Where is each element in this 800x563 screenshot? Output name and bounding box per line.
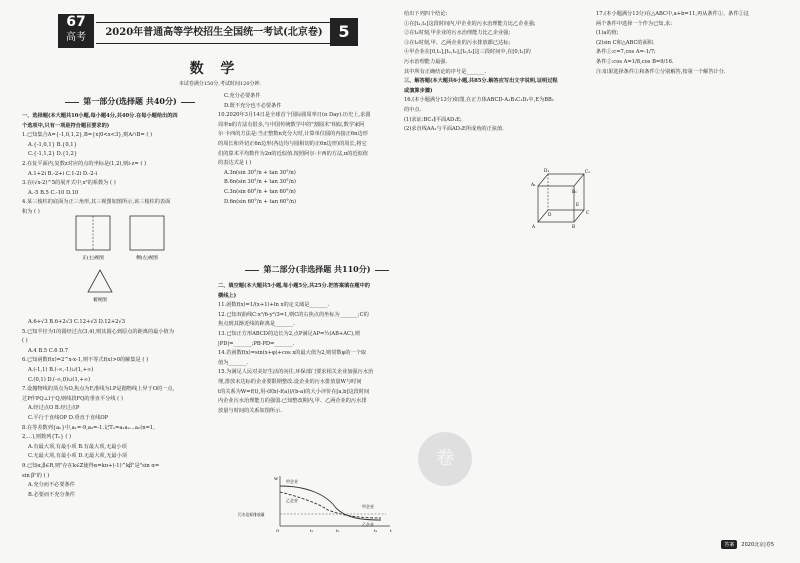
svg-text:D₁: D₁ <box>544 168 550 173</box>
jia-curve <box>280 486 381 520</box>
text-line: B.必要而不充分条件 <box>28 491 75 498</box>
part2-heading: 第二部分(非选择题 共110分) <box>222 264 412 275</box>
text-line: 17.(本小题满分13分)在△ABC中,a+b=11,再从条件①、条件②这 <box>596 11 749 17</box>
exam-note: 本试卷满分150分,考试时间120分钟. <box>178 81 262 87</box>
text-line: |PD|=_______;PB·PD=_______. <box>218 340 295 347</box>
text-line: (2)sin C和△ABC的面积. <box>596 39 655 46</box>
text-line: 污水治理能力最强. <box>404 58 448 65</box>
footer-tag: 答案 <box>721 540 737 549</box>
text-line: 周率π的方法有很多,与中国传统数学中的"割圆术"相似,数学家阿 <box>218 121 365 128</box>
text-line: 条件②:cos A=1/8,cos B=9/16. <box>596 58 674 65</box>
text-line: A.4 B.5 C.6 D.7 <box>28 347 69 354</box>
text-line: D.6n(sin 60°/n + tan 60°/n) <box>224 198 297 205</box>
text-line: 6.已知函数f(x)=2^x-x-1,则不等式f(x)>0的解集是 ( ) <box>22 357 149 364</box>
text-line: C.(0,1) D.(-∞,0)∪(1,+∞) <box>28 376 91 383</box>
text-line: A.1+2i B.-2+i C.1-2i D.-2-i <box>28 170 98 177</box>
text-line: 15.为满足人民对美好生活的向往,环保部门要求相关企业加强污水治 <box>218 369 374 376</box>
text-line: C.3n(sin 60°/n + tan 60°/n) <box>224 188 296 195</box>
text-line: 条件①:c=7,cos A=-1/7; <box>596 49 656 56</box>
column-2-continued <box>218 282 414 416</box>
text-line: A.经过点O B.经过点P <box>28 405 80 412</box>
text-line: A.{-1,0,1} B.{0,1} <box>28 141 77 148</box>
volume-number: 5 <box>330 18 358 46</box>
text-line: 放量与时间的关系如图所示. <box>218 407 282 414</box>
text-line: 一、选择题(本大题共10小题,每小题4分,共40分.在每小题给出的四 <box>22 113 178 119</box>
text-line: 给出下列四个结论: <box>404 11 448 17</box>
yi-label: 乙企业 <box>286 498 298 503</box>
text-line: 3.在(√x-2)^5的展开式中,x²的系数为 ( ) <box>22 180 116 187</box>
text-line: 8.在等差数列{aₙ}中,a₁=-9,a₅=-1.记Tₙ=a₁a₂…aₙ(n=1, <box>22 424 155 431</box>
text-line: 内企业污水治理能力的强弱.已知整改期内,甲、乙两企业的污水排 <box>218 398 367 405</box>
text-line: A.3n(sin 30°/n + tan 30°/n) <box>224 169 296 176</box>
side-view-shape <box>130 216 164 250</box>
three-view-figure <box>70 212 170 312</box>
text-line: B.6n(sin 30°/n + tan 30°/n) <box>224 179 296 186</box>
text-line: 13.已知正方形ABCD的边长为2,点P满足AP=½(AB+AC),则 <box>218 330 360 337</box>
svg-text:t₃: t₃ <box>374 528 378 533</box>
logo-number: 67 <box>66 14 86 30</box>
svg-text:乙企业: 乙企业 <box>362 522 374 527</box>
text-line: 值为_______. <box>218 359 249 366</box>
text-line: 2,…),则数列{Tₙ} ( ) <box>22 434 72 441</box>
text-line: 16.(本小题满分13分)如图,在正方体ABCD-A₁B₁C₁D₁中,E为BB₁ <box>404 97 554 104</box>
text-line: 横线上) <box>218 292 237 299</box>
page-footer <box>721 540 774 549</box>
text-line: 二、填空题(本大题共5小题,每小题5分,共25分.把答案填在题中的 <box>218 283 370 289</box>
text-line: 个选项中,只有一项是符合题目要求的) <box>22 122 110 129</box>
text-line: A.6+√3 B.6+2√3 C.12+√3 D.12+2√3 <box>28 319 126 325</box>
text-line: 们的算术平均数作为2π的近似值.按照阿尔·卡西的方法,π的近似值 <box>218 150 368 157</box>
column-1 <box>22 112 222 218</box>
cube-base <box>538 210 584 222</box>
text-line: 14.若函数f(x)=sin(x+φ)+cos x的最大值为2,则常数φ的一个取 <box>218 350 367 357</box>
text-line: 两个条件中选择一个作为已知,求: <box>596 20 673 27</box>
svg-text:t: t <box>390 528 392 533</box>
svg-text:B₁: B₁ <box>572 189 577 194</box>
svg-text:O: O <box>276 528 280 533</box>
text-line: t的关系为W=f(t),用-(f(b)-f(a))/(b-a)的大小评价在[a,b]这段时间 <box>218 388 370 395</box>
text-line: 4.某三棱柱的底面为正三角形,其三视图如图所示,该三棱柱的表面 <box>22 199 171 206</box>
text-line: 过P作PQ⊥l于Q,则线段FQ的垂直平分线 ( ) <box>22 395 123 402</box>
text-line: C.{-1,1,2} D.{1,2} <box>28 151 78 158</box>
text-line: ③在t₃时刻,甲、乙两企业的污水排放都已达标; <box>404 39 511 46</box>
footer-text: 2020北京|卷5 <box>741 542 774 548</box>
text-line: ①在[t₁,t₂]这段时间内,甲企业的污水治理能力比乙企业强; <box>404 20 536 27</box>
text-line: 9.已知α,β∈R,则"存在k∈Z使得α=kπ+(-1)^kβ"是"sin α= <box>22 462 160 469</box>
pollution-graph <box>238 474 396 534</box>
text-line: (1)求证:BC₁∥平面AD₁E; <box>404 116 462 123</box>
text-line: (2)求直线AA₁与平面AD₁E所成角的正弦值. <box>404 126 504 133</box>
svg-text:t₂: t₂ <box>336 528 340 533</box>
text-line: 2.在复平面内,复数z对应的点的坐标是(1,2),则i·z= ( ) <box>22 160 147 167</box>
text-line: sin β"的 ( ) <box>22 472 50 479</box>
text-line: 1.已知集合A={-1,0,1,2},B={x|0<x<3},则A∩B= ( ) <box>22 132 153 139</box>
text-line: 10.2020年3月14日是全球首个国际圆周率日(π Day).历史上,求圆 <box>218 112 371 119</box>
text-line: 注:如果选择条件①和条件②分别解答,按第一个解答计分. <box>596 68 726 75</box>
watermark: 卷 <box>418 432 472 486</box>
cube-top <box>538 174 584 186</box>
column-1-continued <box>22 318 222 500</box>
text-line: 的表达式是 ( ) <box>218 160 252 167</box>
text-line: A.充分而不必要条件 <box>28 482 75 489</box>
cube-figure <box>528 164 596 232</box>
text-line: 5.已知半径为1的圆经过点(3,4),则其圆心到原点的距离的最小值为 <box>22 328 174 335</box>
svg-text:C: C <box>586 210 590 215</box>
front-view-label: 正(主)视图 <box>82 256 104 261</box>
top-view-shape <box>88 270 112 292</box>
text-line: 7.设抛物线的顶点为O,焦点为F,准线为l.P是抛物线上异于O的一点, <box>22 386 175 393</box>
svg-text:B: B <box>572 224 576 229</box>
text-line: ( ) <box>22 338 28 345</box>
svg-text:A: A <box>532 224 536 229</box>
text-line: A.(-1,1) B.(-∞,-1)∪(1,+∞) <box>28 366 94 373</box>
logo-text: 高考 <box>66 32 86 43</box>
text-line: ②在t₂时刻,甲企业的污水治理能力比乙企业强; <box>404 30 511 37</box>
text-line: C.平行于直线OP D.垂直于直线OP <box>28 414 109 421</box>
text-line: C.充分必要条件 <box>224 93 261 99</box>
text-line: ④甲企业在[0,t₁],[t₁,t₂],[t₂,t₃]这三段时间中,在[0,t₁]的 <box>404 49 531 56</box>
text-line: C.无最大项,有最小项 D.无最大项,无最小项 <box>28 453 128 460</box>
text-line: A.有最大项,有最小项 B.有最大项,无最小项 <box>28 443 127 450</box>
text-line: 11.函数f(x)=1/(x+1)+ln x的定义域是_______. <box>218 302 330 309</box>
text-line: 积为 ( ) <box>22 208 40 215</box>
graph-ylabel: 污水达标排放量 <box>238 512 265 517</box>
part1-heading: 第一部分(选择题 共40分) <box>40 96 220 107</box>
exam-title: 2020年普通高等学校招生全国统一考试(北京卷) <box>96 22 332 44</box>
logo <box>58 14 94 48</box>
text-line: 12.已知双曲线C:x²/6-y²/3=1,则C的右焦点的坐标为_______;C的 <box>218 311 369 318</box>
svg-text:E: E <box>576 202 580 207</box>
text-line: 其中所有正确结论的序号是_______. <box>404 68 487 75</box>
svg-text:A₁: A₁ <box>531 182 536 187</box>
text-line: 的周长和外切正6n边形(各边均与圆相切的正6n边形)的周长,将它 <box>218 140 367 147</box>
text-line: 尔·卡西的方法是:当正整数n充分大时,计算单位圆的内接正6n边形 <box>218 131 368 138</box>
text-line: A.-5 B.5 C.-10 D.10 <box>28 189 79 196</box>
text-line: 的中点. <box>404 106 422 113</box>
text-line: D.既不充分也不必要条件 <box>224 102 282 109</box>
text-line: 或演算步骤) <box>404 87 433 94</box>
subject-title: 数 学 <box>189 61 241 77</box>
column-2 <box>218 92 414 207</box>
column-3 <box>404 10 600 135</box>
svg-text:W: W <box>274 476 279 481</box>
svg-text:D: D <box>548 212 552 217</box>
text-line: 三、解答题(本大题共6小题,共85分.解答应写出文字说明,证明过程 <box>404 78 558 85</box>
text-line: 理,排放未达标的企业要限期整改.设企业的污水排放量W与时间 <box>218 378 362 385</box>
text-line: (1)a的值; <box>596 30 619 37</box>
column-4 <box>596 10 782 77</box>
side-view-label: 侧(左)视图 <box>136 256 158 261</box>
svg-text:甲企业: 甲企业 <box>362 504 374 509</box>
svg-text:t₁: t₁ <box>310 528 314 533</box>
jia-label: 甲企业 <box>286 479 298 484</box>
top-view-label: 俯视图 <box>93 298 107 303</box>
svg-text:C₁: C₁ <box>585 169 590 174</box>
text-line: 焦点到其渐近线的距离是_______. <box>218 321 295 328</box>
